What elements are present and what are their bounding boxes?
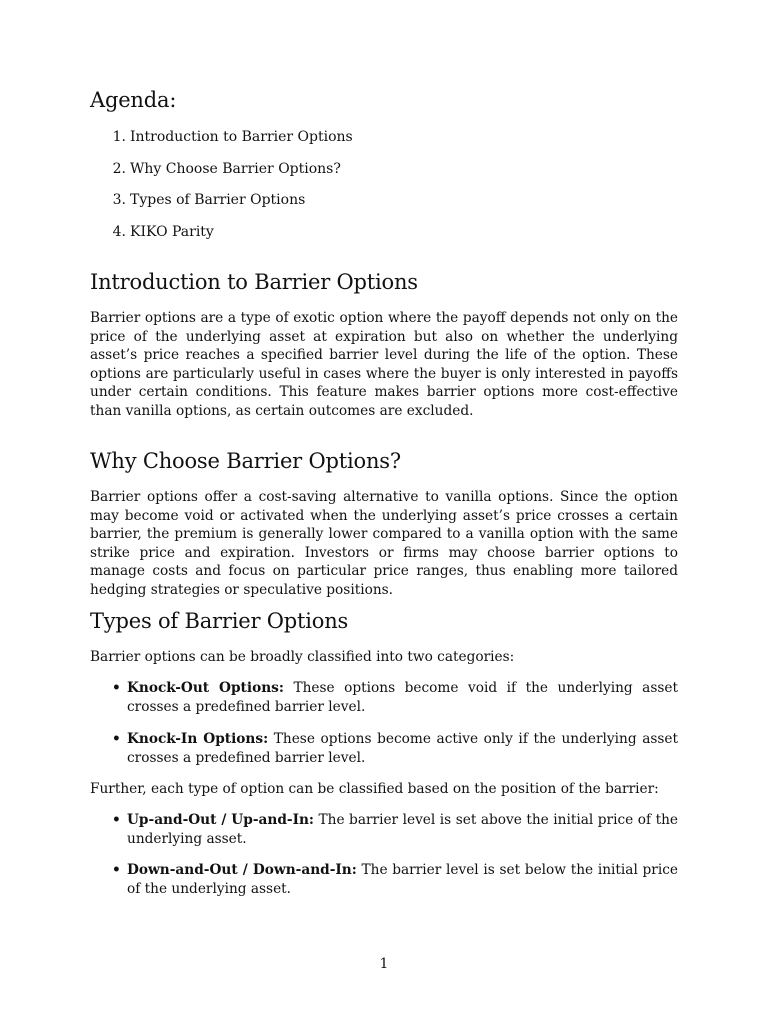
bullet-item [112, 861, 678, 898]
bullet-icon: • [112, 680, 121, 696]
agenda-item [108, 223, 353, 255]
agenda-item-number: 2. [112, 160, 126, 177]
types-heading: Types of Barrier Options [90, 609, 349, 633]
agenda-item-number: 3. [112, 192, 126, 209]
bullet-label: Knock-In Options: [127, 731, 269, 747]
bullet-body [127, 730, 678, 767]
bullet-icon: • [112, 862, 121, 878]
types-intro-paragraph: Barrier options can be broadly classified into two categories: [90, 649, 515, 665]
further-paragraph: Further, each type of option can be classified based on the position of the barrier: [90, 781, 659, 797]
bullet-body [127, 811, 678, 848]
bullet-text: These options become void if the underlying asset crosses a predefined barrier level. [127, 680, 678, 715]
agenda-list [108, 128, 353, 255]
intro-paragraph: Barrier options are a type of exotic option where the payoff depends not only on the price of the underlying asset at expiration but also on whether the underlying asset’s price reaches a specified barrier level during the life of the option. These options are particularly useful in cases where the buyer is only interested in payoffs under certain conditions. This feature makes barrier options more cost-effective than vanilla options, as certain outcomes are excluded. [90, 310, 678, 419]
why-paragraph: Barrier options offer a cost-saving alternative to vanilla options. Since the option may become void or activated when the underlying asset’s price crosses a certain barrier, the premium is generally lower compared to a vanilla option with the same strike price and expiration. Investors or firms may choose barrier options to manage costs and focus on particular price ranges, thus enabling more tailored hedging strategies or speculative positions. [90, 489, 678, 598]
bullet-label: Down-and-Out / Down-and-In: [127, 862, 357, 878]
agenda-item-number: 1. [112, 129, 126, 145]
intro-heading: Introduction to Barrier Options [90, 270, 418, 294]
bullet-item [112, 679, 678, 716]
agenda-item-text: Types of Barrier Options [130, 192, 306, 209]
why-heading: Why Choose Barrier Options? [90, 449, 401, 473]
bullet-text: These options become active only if the underlying asset crosses a predefined barrier level. [127, 731, 678, 766]
agenda-item [108, 128, 353, 160]
agenda-item-text: KIKO Parity [130, 224, 214, 241]
bullet-icon: • [112, 812, 121, 828]
bullet-body [127, 861, 678, 898]
page-number: 1 [379, 956, 389, 972]
agenda-item-text: Why Choose Barrier Options? [130, 160, 341, 177]
bullet-label: Up-and-Out / Up-and-In: [127, 812, 314, 828]
bullet-label: Knock-Out Options: [127, 680, 284, 696]
bullet-text: The barrier level is set above the initial price of the underlying asset. [127, 812, 678, 847]
agenda-heading: Agenda: [90, 88, 177, 112]
bullet-item [112, 730, 678, 767]
bullet-body [127, 679, 678, 716]
bullet-item [112, 811, 678, 848]
agenda-item [108, 191, 353, 223]
agenda-item [108, 160, 353, 192]
bullet-icon: • [112, 731, 121, 747]
agenda-item-text: Introduction to Barrier Options [130, 129, 353, 145]
agenda-item-number: 4. [112, 224, 126, 241]
bullet-text: The barrier level is set below the initial price of the underlying asset. [127, 862, 678, 897]
